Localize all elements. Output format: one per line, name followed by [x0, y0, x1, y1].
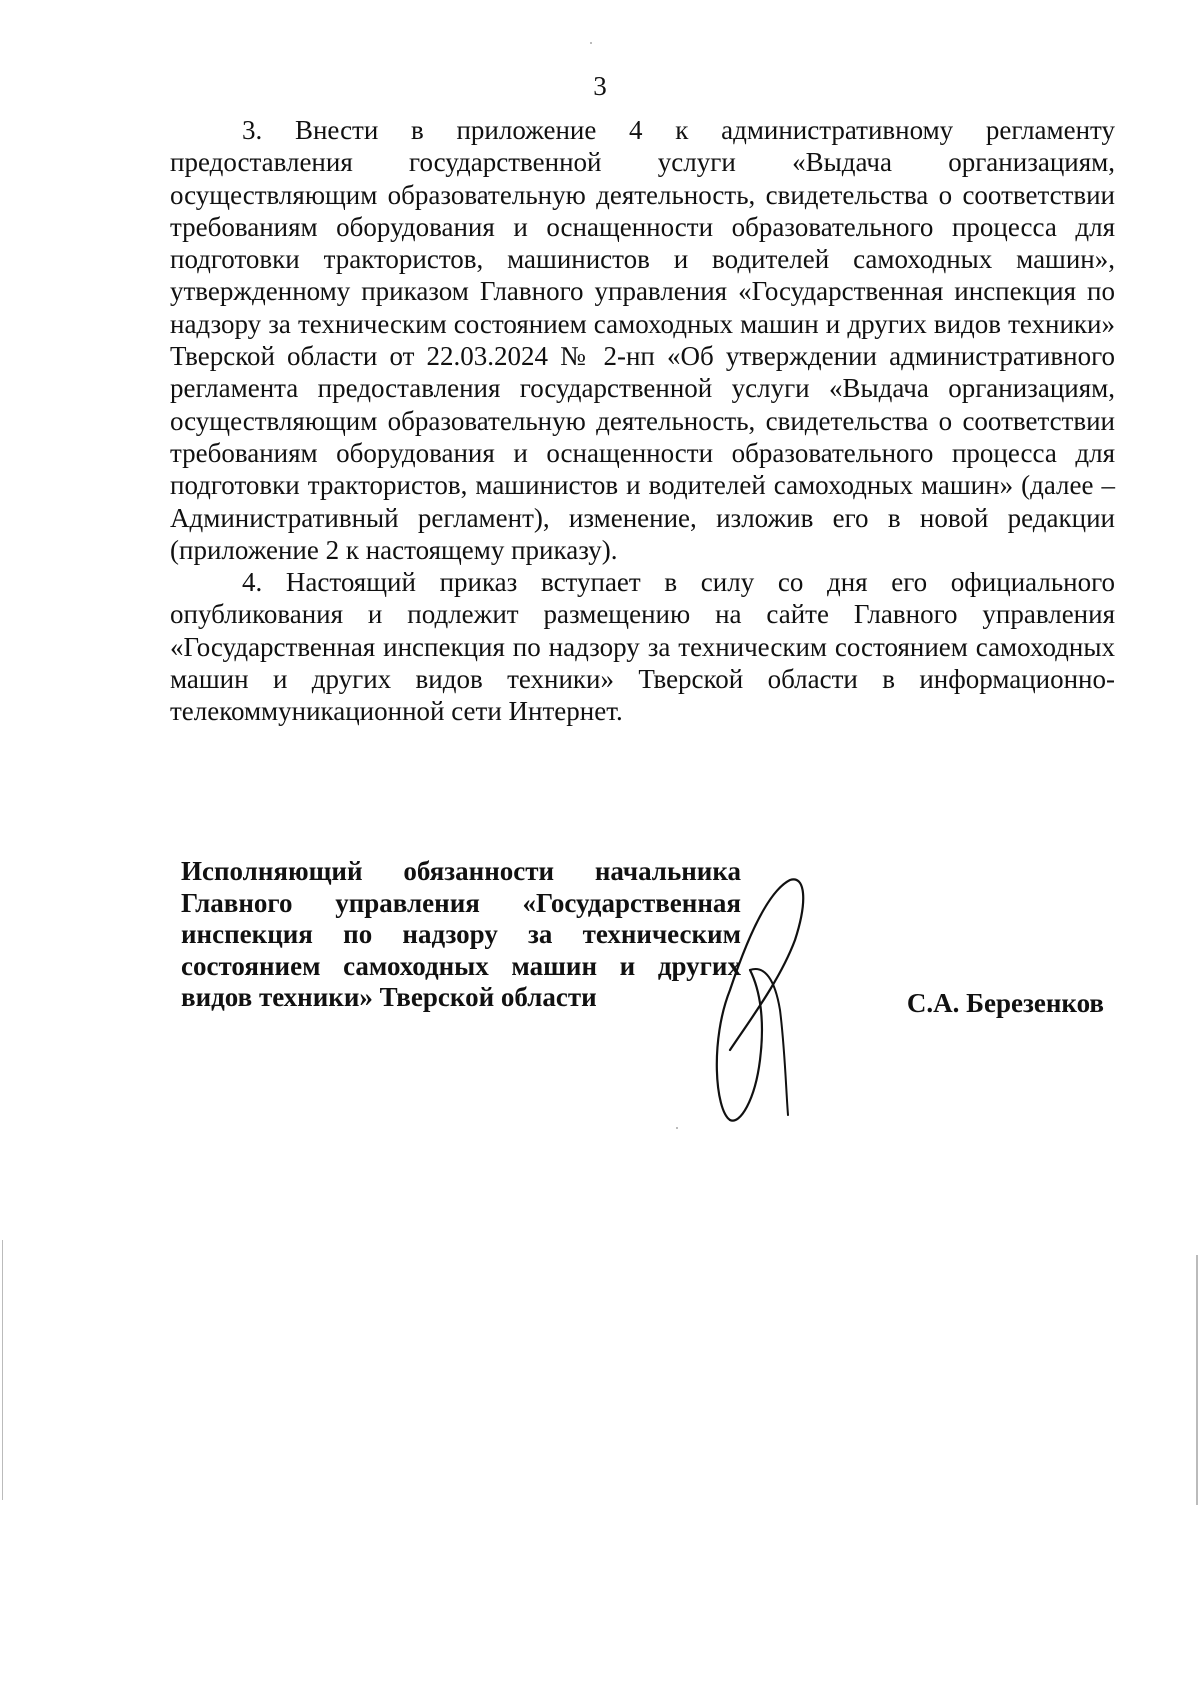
scan-dot [676, 1127, 678, 1129]
scan-dot [590, 42, 592, 44]
document-body [170, 114, 1115, 728]
signatory-position: Исполняющий обязанности начальника Главного управления «Государственная инспекция по надзору за техническим состоянием самоходных машин и других видов техники» Тверской области [181, 856, 741, 1012]
handwritten-signature [710, 870, 830, 1130]
scan-edge-mark [2, 1240, 3, 1500]
scan-edge-mark [1196, 1255, 1198, 1505]
paragraph-4: 4. Настоящий приказ вступает в силу со дня его официального опубликования и подлежит размещению на сайте Главного управления «Государственная инспекция по надзору за техническим состоянием самоходных машин и других видов техники» Тверской области в информационно-телекоммуникационной сети Интернет. [170, 567, 1115, 727]
paragraph-3: 3. Внести в приложение 4 к административному регламенту предоставления государственной услуги «Выдача организациям, осуществляющим образовательную деятельность, свидетельства о соответствии требованиям оборудования и оснащенности образовательного процесса для подготовки трактористов, машинистов и водителей самоходных машин», утвержденному приказом Главного управления «Государственная инспекция по надзору за техническим состоянием самоходных машин и других видов техники» Тверской области от 22.03.2024 № 2-нп «Об утверждении административного регламента предоставления государственной услуги «Выдача организациям, осуществляющим образовательную деятельность, свидетельства о соответствии требованиям оборудования и оснащенности образовательного процесса для подготовки трактористов, машинистов и водителей самоходных машин» (далее – Административный регламент), изменение, изложив его в новой редакции (приложение 2 к настоящему приказу). [170, 115, 1115, 565]
page-number: 3 [593, 71, 607, 101]
signatory-name: С.А. Березенков [906, 988, 1104, 1018]
